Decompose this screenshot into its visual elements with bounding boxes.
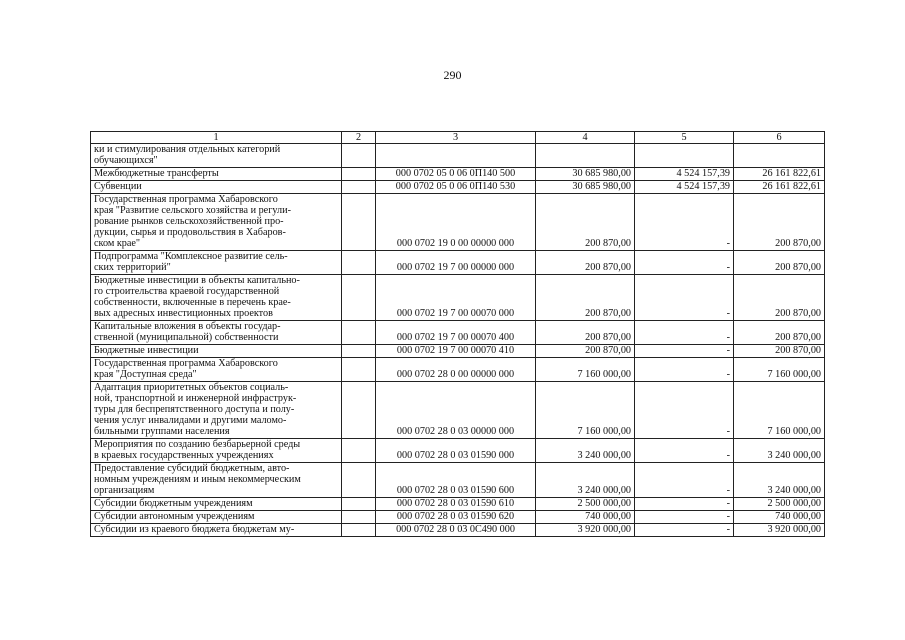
row-name-line: ной, транспортной и инженерной инфраструк- bbox=[94, 393, 297, 404]
row-name-line: ском крае" bbox=[94, 238, 141, 249]
row-col2-cell bbox=[342, 439, 376, 463]
row-executed-cell: 4 524 157,39 bbox=[635, 168, 734, 181]
row-code-cell: 000 0702 19 7 00 00000 000 bbox=[376, 251, 536, 275]
row-remaining-cell: 26 161 822,61 bbox=[734, 181, 825, 194]
row-code-cell bbox=[376, 144, 536, 168]
row-code-cell: 000 0702 28 0 03 01590 610 bbox=[376, 498, 536, 511]
row-name-cell bbox=[91, 345, 342, 358]
row-name-cell bbox=[91, 194, 342, 251]
row-name-line: бильными группами населения bbox=[94, 426, 230, 437]
budget-table bbox=[90, 131, 825, 537]
row-name-line: Подпрограмма "Комплексное развитие сель- bbox=[94, 251, 288, 262]
row-executed-cell: - bbox=[635, 524, 734, 537]
row-name-cell bbox=[91, 321, 342, 345]
column-header: 3 bbox=[376, 132, 536, 144]
row-approved-cell: 3 920 000,00 bbox=[536, 524, 635, 537]
row-approved-cell bbox=[536, 144, 635, 168]
row-name-line: Субсидии из краевого бюджета бюджетам му- bbox=[94, 524, 295, 535]
table-row bbox=[91, 321, 825, 345]
table-row bbox=[91, 511, 825, 524]
table-row bbox=[91, 144, 825, 168]
row-executed-cell: - bbox=[635, 358, 734, 382]
row-name-line: организациям bbox=[94, 485, 155, 496]
row-col2-cell bbox=[342, 194, 376, 251]
row-name-cell bbox=[91, 498, 342, 511]
row-col2-cell bbox=[342, 321, 376, 345]
row-name-line: Государственная программа Хабаровского bbox=[94, 358, 278, 369]
row-col2-cell bbox=[342, 463, 376, 498]
row-approved-cell: 30 685 980,00 bbox=[536, 181, 635, 194]
row-executed-cell: - bbox=[635, 498, 734, 511]
row-approved-cell: 200 870,00 bbox=[536, 275, 635, 321]
column-header: 4 bbox=[536, 132, 635, 144]
row-code-cell: 000 0702 05 0 06 0П140 530 bbox=[376, 181, 536, 194]
row-code-cell: 000 0702 28 0 00 00000 000 bbox=[376, 358, 536, 382]
row-approved-cell: 7 160 000,00 bbox=[536, 382, 635, 439]
row-approved-cell: 3 240 000,00 bbox=[536, 463, 635, 498]
row-col2-cell bbox=[342, 511, 376, 524]
row-name-line: обучающихся" bbox=[94, 155, 158, 166]
row-name-line: края "Доступная среда" bbox=[94, 369, 197, 380]
row-name-line: ских территорий" bbox=[94, 262, 171, 273]
row-name-line: Субсидии автономным учреждениям bbox=[94, 511, 255, 522]
row-col2-cell bbox=[342, 181, 376, 194]
row-name-cell bbox=[91, 144, 342, 168]
row-name-line: туры для беспрепятственного доступа и полу- bbox=[94, 404, 295, 415]
row-remaining-cell: 740 000,00 bbox=[734, 511, 825, 524]
row-col2-cell bbox=[342, 524, 376, 537]
row-executed-cell: - bbox=[635, 251, 734, 275]
row-name-cell bbox=[91, 463, 342, 498]
row-name-line: ки и стимулирования отдельных категорий bbox=[94, 144, 281, 155]
column-header: 1 bbox=[91, 132, 342, 144]
row-name-cell bbox=[91, 358, 342, 382]
table-row bbox=[91, 358, 825, 382]
row-col2-cell bbox=[342, 275, 376, 321]
row-remaining-cell bbox=[734, 144, 825, 168]
row-executed-cell: - bbox=[635, 382, 734, 439]
row-name-cell bbox=[91, 511, 342, 524]
row-approved-cell: 200 870,00 bbox=[536, 194, 635, 251]
row-remaining-cell: 200 870,00 bbox=[734, 275, 825, 321]
row-code-cell: 000 0702 19 7 00 00070 000 bbox=[376, 275, 536, 321]
row-executed-cell: - bbox=[635, 439, 734, 463]
row-executed-cell: - bbox=[635, 275, 734, 321]
row-code-cell: 000 0702 28 0 03 01590 000 bbox=[376, 439, 536, 463]
row-name-line: номным учреждениям и иным некоммерческим bbox=[94, 474, 301, 485]
row-name-cell bbox=[91, 382, 342, 439]
row-remaining-cell: 200 870,00 bbox=[734, 194, 825, 251]
row-name-cell bbox=[91, 168, 342, 181]
row-col2-cell bbox=[342, 382, 376, 439]
row-executed-cell: - bbox=[635, 194, 734, 251]
table-row bbox=[91, 168, 825, 181]
row-name-line: Бюджетные инвестиции в объекты капитально- bbox=[94, 275, 300, 286]
row-name-line: ственной (муниципальной) собственности bbox=[94, 332, 279, 343]
table-row bbox=[91, 382, 825, 439]
row-name-line: Субсидии бюджетным учреждениям bbox=[94, 498, 253, 509]
row-executed-cell: - bbox=[635, 321, 734, 345]
row-col2-cell bbox=[342, 498, 376, 511]
row-col2-cell bbox=[342, 358, 376, 382]
row-approved-cell: 7 160 000,00 bbox=[536, 358, 635, 382]
row-col2-cell bbox=[342, 168, 376, 181]
row-name-cell bbox=[91, 439, 342, 463]
row-name-line: дукции, сырья и продовольствия в Хабаров- bbox=[94, 227, 286, 238]
row-name-line: Адаптация приоритетных объектов социаль- bbox=[94, 382, 289, 393]
row-name-line: Субвенции bbox=[94, 181, 142, 192]
row-remaining-cell: 26 161 822,61 bbox=[734, 168, 825, 181]
row-name-line: Государственная программа Хабаровского bbox=[94, 194, 278, 205]
row-remaining-cell: 200 870,00 bbox=[734, 321, 825, 345]
row-approved-cell: 740 000,00 bbox=[536, 511, 635, 524]
row-name-cell bbox=[91, 251, 342, 275]
row-name-line: чения услуг инвалидами и другими маломо- bbox=[94, 415, 287, 426]
table-row bbox=[91, 439, 825, 463]
row-remaining-cell: 7 160 000,00 bbox=[734, 358, 825, 382]
row-code-cell: 000 0702 28 0 03 01590 600 bbox=[376, 463, 536, 498]
table-row bbox=[91, 524, 825, 537]
row-approved-cell: 2 500 000,00 bbox=[536, 498, 635, 511]
row-name-line: Капитальные вложения в объекты государ- bbox=[94, 321, 281, 332]
row-remaining-cell: 3 240 000,00 bbox=[734, 463, 825, 498]
row-remaining-cell: 2 500 000,00 bbox=[734, 498, 825, 511]
row-name-line: вых адресных инвестиционных проектов bbox=[94, 308, 273, 319]
table-row bbox=[91, 275, 825, 321]
row-executed-cell: - bbox=[635, 345, 734, 358]
row-approved-cell: 200 870,00 bbox=[536, 321, 635, 345]
row-name-line: края "Развитие сельского хозяйства и регули- bbox=[94, 205, 291, 216]
row-remaining-cell: 3 920 000,00 bbox=[734, 524, 825, 537]
table-row bbox=[91, 498, 825, 511]
row-approved-cell: 3 240 000,00 bbox=[536, 439, 635, 463]
row-executed-cell: - bbox=[635, 511, 734, 524]
row-remaining-cell: 3 240 000,00 bbox=[734, 439, 825, 463]
row-name-line: Предоставление субсидий бюджетным, авто- bbox=[94, 463, 290, 474]
table-row bbox=[91, 181, 825, 194]
table-header-row bbox=[91, 132, 825, 144]
row-code-cell: 000 0702 19 7 00 00070 400 bbox=[376, 321, 536, 345]
row-name-line: го строительства краевой государственной bbox=[94, 286, 280, 297]
table-body bbox=[91, 132, 825, 537]
row-executed-cell: - bbox=[635, 463, 734, 498]
row-col2-cell bbox=[342, 251, 376, 275]
table-row bbox=[91, 463, 825, 498]
row-remaining-cell: 7 160 000,00 bbox=[734, 382, 825, 439]
row-code-cell: 000 0702 28 0 03 00000 000 bbox=[376, 382, 536, 439]
row-executed-cell bbox=[635, 144, 734, 168]
table-row bbox=[91, 345, 825, 358]
row-name-line: Бюджетные инвестиции bbox=[94, 345, 199, 356]
row-approved-cell: 30 685 980,00 bbox=[536, 168, 635, 181]
row-name-cell bbox=[91, 275, 342, 321]
row-code-cell: 000 0702 05 0 06 0П140 500 bbox=[376, 168, 536, 181]
row-remaining-cell: 200 870,00 bbox=[734, 345, 825, 358]
table-row bbox=[91, 194, 825, 251]
column-header: 6 bbox=[734, 132, 825, 144]
column-header: 2 bbox=[342, 132, 376, 144]
table-row bbox=[91, 251, 825, 275]
row-code-cell: 000 0702 28 0 03 01590 620 bbox=[376, 511, 536, 524]
row-name-line: Межбюджетные трансферты bbox=[94, 168, 219, 179]
row-code-cell: 000 0702 19 7 00 00070 410 bbox=[376, 345, 536, 358]
row-approved-cell: 200 870,00 bbox=[536, 345, 635, 358]
row-name-cell bbox=[91, 181, 342, 194]
row-executed-cell: 4 524 157,39 bbox=[635, 181, 734, 194]
row-name-line: собственности, включенные в перечень крае- bbox=[94, 297, 291, 308]
row-remaining-cell: 200 870,00 bbox=[734, 251, 825, 275]
row-code-cell: 000 0702 28 0 03 0С490 000 bbox=[376, 524, 536, 537]
row-name-line: в краевых государственных учреждениях bbox=[94, 450, 274, 461]
row-name-cell bbox=[91, 524, 342, 537]
row-col2-cell bbox=[342, 144, 376, 168]
row-name-line: Мероприятия по созданию безбарьерной среды bbox=[94, 439, 301, 450]
row-name-line: рование рынков сельскохозяйственной про- bbox=[94, 216, 284, 227]
column-header: 5 bbox=[635, 132, 734, 144]
page-number: 290 bbox=[443, 68, 462, 82]
row-approved-cell: 200 870,00 bbox=[536, 251, 635, 275]
row-col2-cell bbox=[342, 345, 376, 358]
row-code-cell: 000 0702 19 0 00 00000 000 bbox=[376, 194, 536, 251]
